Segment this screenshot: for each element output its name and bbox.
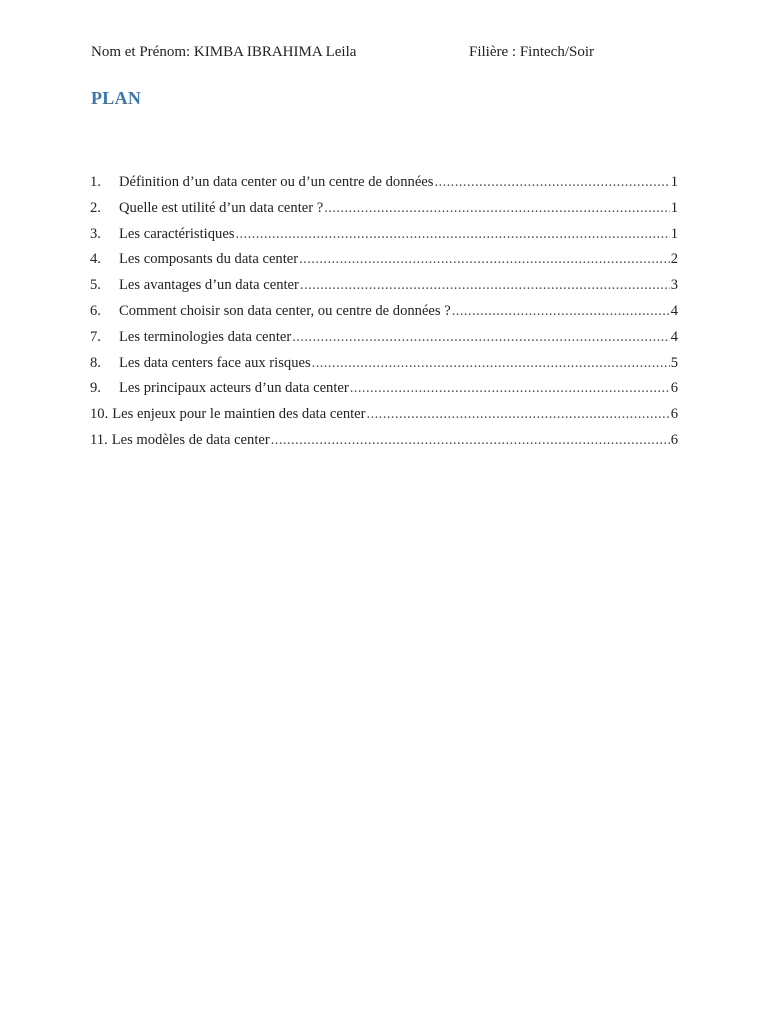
toc-entry[interactable] <box>90 275 678 301</box>
toc-entry-page: 4 <box>670 302 678 319</box>
toc-entry-text: Les data centers face aux risques <box>119 354 311 371</box>
toc-entry[interactable] <box>90 353 678 379</box>
toc-entry-text: Les caractéristiques <box>119 225 235 242</box>
toc-dot-leader <box>234 224 669 244</box>
toc-entry-number: 9. <box>90 380 101 397</box>
toc-entry-number: 2. <box>90 199 101 216</box>
toc-dot-leader <box>323 198 669 218</box>
toc-entry-page: 6 <box>670 431 678 448</box>
toc-entry-number: 3. <box>90 225 101 242</box>
toc-entry-text: Les composants du data center <box>119 251 299 268</box>
toc-dot-leader <box>433 172 669 192</box>
toc-entry-text: Les terminologies data center <box>119 328 292 345</box>
toc-entry[interactable] <box>90 301 678 327</box>
toc-entry-text: Quelle est utilité d’un data center ? <box>119 199 324 216</box>
toc-entry-number: 1. <box>90 174 101 190</box>
toc-entry[interactable] <box>90 198 678 224</box>
toc-entry[interactable] <box>90 224 678 250</box>
toc-dot-leader <box>299 275 670 295</box>
toc-entry-text: Comment choisir son data center, ou centre de données ? <box>119 302 451 319</box>
toc-entry-page: 5 <box>670 354 678 371</box>
toc-dot-leader <box>270 430 670 450</box>
document-header <box>91 42 691 62</box>
toc-dot-leader <box>298 249 670 269</box>
student-name: Nom et Prénom: KIMBA IBRAHIMA Leila <box>91 44 357 60</box>
table-of-contents <box>90 172 678 456</box>
toc-entry-text: Les principaux acteurs d’un data center <box>119 380 349 397</box>
student-filiere: Filière : Fintech/Soir <box>469 44 594 60</box>
toc-dot-leader <box>451 301 670 321</box>
toc-entry[interactable] <box>90 378 678 404</box>
toc-entry-number: 5. <box>90 277 101 294</box>
toc-entry-number: 6. <box>90 302 101 319</box>
toc-entry-number: 11. <box>90 431 108 448</box>
toc-dot-leader <box>311 353 670 373</box>
toc-entry-page: 6 <box>670 406 678 423</box>
toc-entry-page: 4 <box>670 328 678 345</box>
toc-entry-page: 1 <box>670 174 678 190</box>
toc-entry-page: 3 <box>670 277 678 294</box>
toc-entry-text: Les avantages d’un data center <box>119 277 299 294</box>
toc-entry[interactable] <box>90 172 678 198</box>
toc-entry-page: 1 <box>670 225 678 242</box>
toc-entry-text: Définition d’un data center ou d’un centre de données <box>119 174 434 190</box>
toc-entry-number: 10. <box>90 406 109 423</box>
toc-entry-number: 7. <box>90 328 101 345</box>
toc-entry[interactable] <box>90 430 678 456</box>
toc-entry-number: 8. <box>90 354 101 371</box>
toc-entry-number: 4. <box>90 251 101 268</box>
toc-entry[interactable] <box>90 404 678 430</box>
toc-entry-text: Les enjeux pour le maintien des data center <box>112 406 366 423</box>
toc-entry[interactable] <box>90 327 678 353</box>
toc-dot-leader <box>349 378 670 398</box>
toc-entry-page: 6 <box>670 380 678 397</box>
toc-entry-page: 2 <box>670 251 678 268</box>
plan-title: PLAN <box>91 88 142 108</box>
toc-entry-text: Les modèles de data center <box>111 431 270 448</box>
toc-entry[interactable] <box>90 249 678 275</box>
toc-dot-leader <box>291 327 669 347</box>
toc-entry-page: 1 <box>670 199 678 216</box>
toc-dot-leader <box>366 404 670 424</box>
